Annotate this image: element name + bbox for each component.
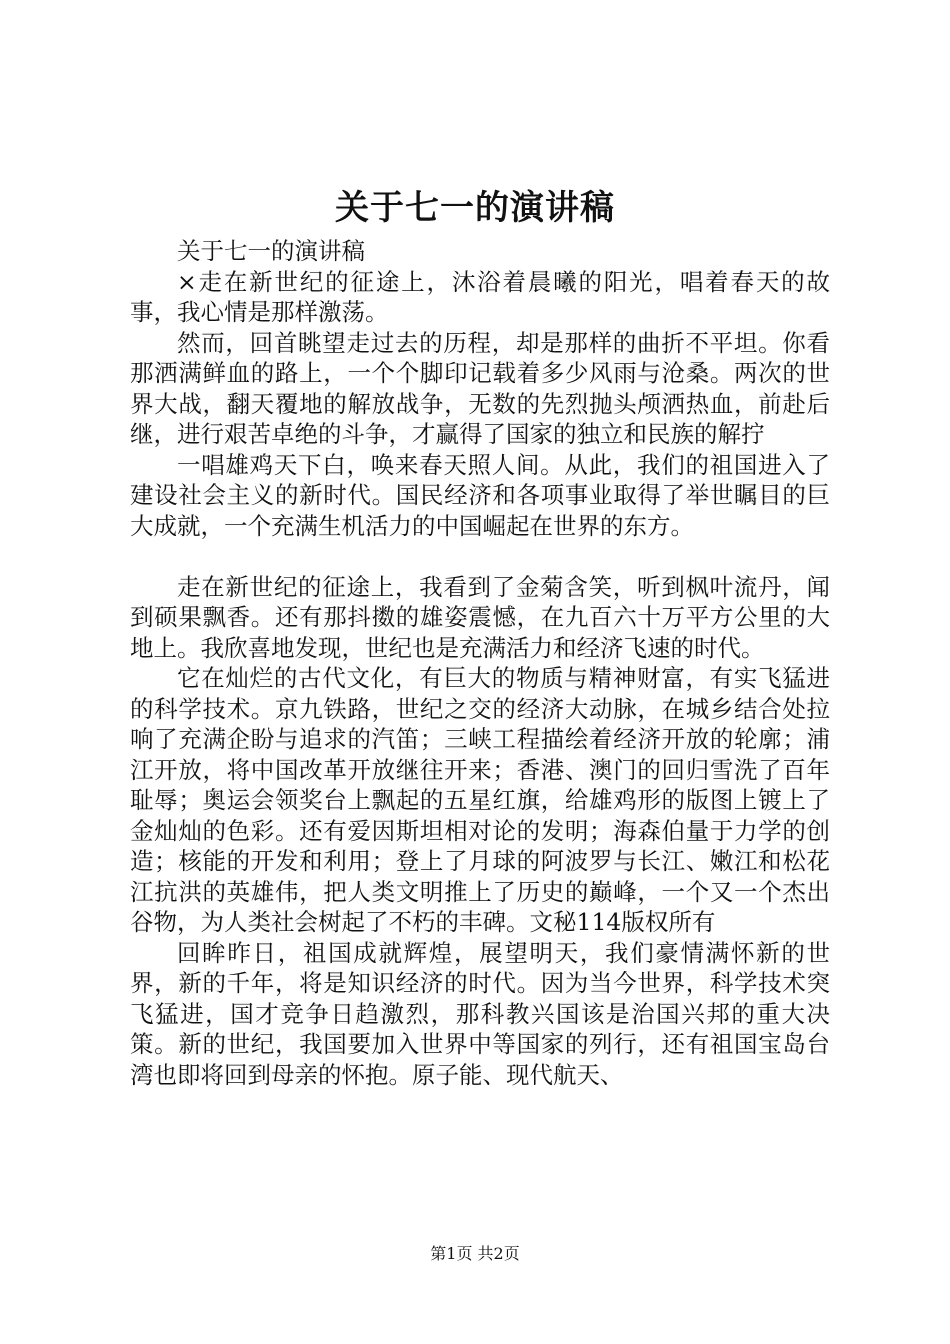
paragraph-4: 走在新世纪的征途上，我看到了金菊含笑，听到枫叶流丹，闻到硕果飘香。还有那抖擞的雄姿震憾，在九百六十万平方公里的大地上。我欣喜地发现，世纪也是充满活力和经济飞速的时代。: [130, 572, 830, 662]
paragraph-heading: 关于七一的演讲稿: [177, 237, 365, 265]
paragraph-3: 一唱雄鸡天下白，唤来春天照人间。从此，我们的祖国进入了建设社会主义的新时代。国民经济和各项事业取得了举世瞩目的巨大成就，一个充满生机活力的中国崛起在世界的东方。: [130, 450, 830, 540]
paragraph-2: 然而，回首眺望走过去的历程，却是那样的曲折不平坦。你看那洒满鲜血的路上，一个个脚印记载着多少风雨与沧桑。两次的世界大战，翻天覆地的解放战争，无数的先烈抛头颅洒热血，前赴后继，进行艰苦卓绝的斗争，才赢得了国家的独立和民族的解拧: [130, 328, 830, 448]
paragraph-6: 回眸昨日，祖国成就辉煌，展望明天，我们豪情满怀新的世界，新的千年，将是知识经济的时代。因为当今世界，科学技术突飞猛进，国才竞争日趋激烈，那科教兴国该是治国兴邦的重大决策。新的世纪，我国要加入世界中等国家的列行，还有祖国宝岛台湾也即将回到母亲的怀抱。原子能、现代航天、: [130, 938, 830, 1089]
paragraph-1: ×走在新世纪的征途上，沐浴着晨曦的阳光，唱着春天的故事，我心情是那样激荡。: [130, 267, 830, 326]
page-footer: 第1页 共2页: [430, 1244, 520, 1263]
paragraph-5: 它在灿烂的古代文化，有巨大的物质与精神财富，有实飞猛进的科学技术。京九铁路，世纪之交的经济大动脉，在城乡结合处拉响了充满企盼与追求的汽笛；三峡工程描绘着经济开放的轮廓；浦江开放，将中国改革开放继往开来；香港、澳门的回归雪洗了百年耻辱；奥运会领奖台上飘起的五星红旗，给雄鸡形的版图上镀上了金灿灿的色彩。还有爱因斯坦相对论的发明；海森伯量于力学的创造；核能的开发和利用；登上了月球的阿波罗与长江、嫩江和松花江抗洪的英雄伟，把人类文明推上了历史的巅峰，一个又一个杰出谷物，为人类社会树起了不朽的丰碑。文秘114版权所有: [130, 664, 830, 936]
document-title: 关于七一的演讲稿: [335, 188, 615, 228]
document-body: [130, 236, 830, 1090]
blank-line: [130, 541, 830, 572]
